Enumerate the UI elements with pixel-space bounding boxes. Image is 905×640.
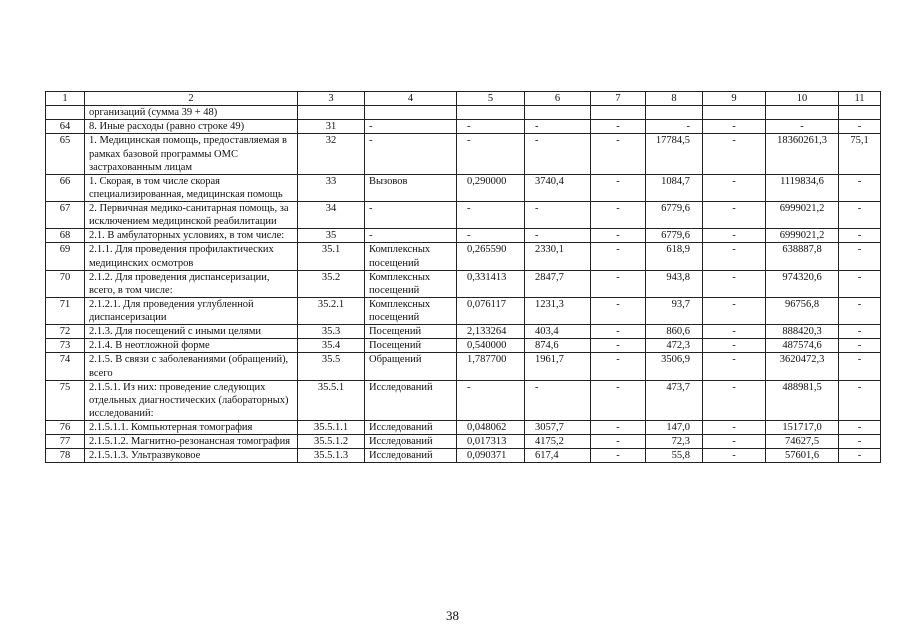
column-header-9: 9: [703, 92, 766, 106]
oms-cost-cell: 472,3: [646, 339, 703, 353]
line-code-cell: 34: [298, 202, 365, 229]
data-table: [45, 91, 881, 463]
cost-norm-cell: 617,4: [525, 449, 591, 463]
volume-norm-cell: 0,331413: [457, 270, 525, 297]
column-header-2: 2: [85, 92, 298, 106]
volume-norm-cell: -: [457, 202, 525, 229]
budget-total-cell: -: [703, 202, 766, 229]
cost-norm-cell: -: [525, 134, 591, 174]
oms-total-cell: 1119834,6: [766, 174, 839, 201]
share-cell: -: [839, 243, 881, 270]
indicator-name-cell: 2.1.5.1. Из них: проведение следующих отдельных диагностических (лабораторных) исследований:: [85, 380, 298, 420]
column-header-8: 8: [646, 92, 703, 106]
budget-cost-cell: -: [591, 134, 646, 174]
cost-norm-cell: 3740,4: [525, 174, 591, 201]
column-header-6: 6: [525, 92, 591, 106]
column-header-4: 4: [365, 92, 457, 106]
budget-cost-cell: [591, 106, 646, 120]
table-row: [46, 174, 881, 201]
column-header-5: 5: [457, 92, 525, 106]
table-row: [46, 339, 881, 353]
indicator-name-cell: организаций (сумма 39 + 48): [85, 106, 298, 120]
table-row: [46, 134, 881, 174]
share-cell: -: [839, 435, 881, 449]
cost-norm-cell: 3057,7: [525, 421, 591, 435]
oms-cost-cell: 860,6: [646, 325, 703, 339]
row-number-cell: 71: [46, 297, 85, 324]
volume-norm-cell: 2,133264: [457, 325, 525, 339]
unit-cell: -: [365, 134, 457, 174]
row-number-cell: 68: [46, 229, 85, 243]
oms-cost-cell: -: [646, 120, 703, 134]
oms-total-cell: 151717,0: [766, 421, 839, 435]
row-number-cell: 72: [46, 325, 85, 339]
indicator-name-cell: 2.1.5.1.3. Ультразвуковое: [85, 449, 298, 463]
budget-cost-cell: -: [591, 435, 646, 449]
oms-total-cell: 18360261,3: [766, 134, 839, 174]
oms-cost-cell: 93,7: [646, 297, 703, 324]
share-cell: -: [839, 120, 881, 134]
oms-total-cell: 6999021,2: [766, 229, 839, 243]
line-code-cell: 35.5.1: [298, 380, 365, 420]
row-number-cell: 67: [46, 202, 85, 229]
oms-cost-cell: 3506,9: [646, 353, 703, 380]
indicator-name-cell: 2. Первичная медико-санитарная помощь, за исключением медицинской реабилитации: [85, 202, 298, 229]
oms-cost-cell: 473,7: [646, 380, 703, 420]
budget-cost-cell: -: [591, 202, 646, 229]
row-number-cell: 75: [46, 380, 85, 420]
column-header-1: 1: [46, 92, 85, 106]
volume-norm-cell: -: [457, 229, 525, 243]
table-row: [46, 380, 881, 420]
table-row: [46, 202, 881, 229]
budget-total-cell: [703, 106, 766, 120]
line-code-cell: 35.5: [298, 353, 365, 380]
indicator-name-cell: 8. Иные расходы (равно строке 49): [85, 120, 298, 134]
indicator-name-cell: 2.1.5. В связи с заболеваниями (обращений), всего: [85, 353, 298, 380]
row-number-cell: 65: [46, 134, 85, 174]
line-code-cell: 31: [298, 120, 365, 134]
line-code-cell: 35.1: [298, 243, 365, 270]
budget-cost-cell: -: [591, 270, 646, 297]
table-row: [46, 120, 881, 134]
indicator-name-cell: 2.1.2. Для проведения диспансеризации, всего, в том числе:: [85, 270, 298, 297]
table-row: [46, 243, 881, 270]
oms-cost-cell: [646, 106, 703, 120]
unit-cell: Обращений: [365, 353, 457, 380]
oms-cost-cell: 72,3: [646, 435, 703, 449]
header-row: [46, 92, 881, 106]
unit-cell: [365, 106, 457, 120]
oms-cost-cell: 618,9: [646, 243, 703, 270]
volume-norm-cell: 0,265590: [457, 243, 525, 270]
volume-norm-cell: 1,787700: [457, 353, 525, 380]
budget-cost-cell: -: [591, 229, 646, 243]
cost-norm-cell: 1961,7: [525, 353, 591, 380]
oms-cost-cell: 1084,7: [646, 174, 703, 201]
cost-norm-cell: 1231,3: [525, 297, 591, 324]
table-row: [46, 421, 881, 435]
oms-total-cell: 487574,6: [766, 339, 839, 353]
budget-cost-cell: -: [591, 353, 646, 380]
budget-total-cell: -: [703, 380, 766, 420]
unit-cell: Комплексных посещений: [365, 270, 457, 297]
budget-cost-cell: -: [591, 243, 646, 270]
budget-cost-cell: -: [591, 120, 646, 134]
share-cell: -: [839, 339, 881, 353]
budget-cost-cell: -: [591, 421, 646, 435]
indicator-name-cell: 2.1.5.1.2. Магнитно-резонансная томография: [85, 435, 298, 449]
unit-cell: Посещений: [365, 339, 457, 353]
cost-norm-cell: 403,4: [525, 325, 591, 339]
unit-cell: -: [365, 229, 457, 243]
table-row: [46, 325, 881, 339]
table-row: [46, 270, 881, 297]
line-code-cell: 35.5.1.2: [298, 435, 365, 449]
line-code-cell: 35.5.1.1: [298, 421, 365, 435]
row-number-cell: 66: [46, 174, 85, 201]
share-cell: -: [839, 297, 881, 324]
oms-total-cell: 638887,8: [766, 243, 839, 270]
cost-norm-cell: 2847,7: [525, 270, 591, 297]
indicator-name-cell: 2.1.1. Для проведения профилактических медицинских осмотров: [85, 243, 298, 270]
budget-total-cell: -: [703, 120, 766, 134]
volume-norm-cell: 0,090371: [457, 449, 525, 463]
cost-norm-cell: 4175,2: [525, 435, 591, 449]
oms-cost-cell: 6779,6: [646, 202, 703, 229]
budget-total-cell: -: [703, 421, 766, 435]
share-cell: -: [839, 353, 881, 380]
share-cell: -: [839, 270, 881, 297]
oms-cost-cell: 147,0: [646, 421, 703, 435]
unit-cell: Исследований: [365, 380, 457, 420]
line-code-cell: 35.2.1: [298, 297, 365, 324]
line-code-cell: 35.2: [298, 270, 365, 297]
volume-norm-cell: 0,076117: [457, 297, 525, 324]
row-number-cell: 64: [46, 120, 85, 134]
cost-norm-cell: -: [525, 229, 591, 243]
budget-cost-cell: -: [591, 449, 646, 463]
indicator-name-cell: 2.1.4. В неотложной форме: [85, 339, 298, 353]
share-cell: [839, 106, 881, 120]
row-number-cell: 74: [46, 353, 85, 380]
budget-cost-cell: -: [591, 174, 646, 201]
cost-norm-cell: -: [525, 120, 591, 134]
oms-total-cell: 96756,8: [766, 297, 839, 324]
volume-norm-cell: 0,048062: [457, 421, 525, 435]
share-cell: -: [839, 449, 881, 463]
oms-total-cell: 74627,5: [766, 435, 839, 449]
table-row: [46, 353, 881, 380]
cost-norm-cell: -: [525, 380, 591, 420]
indicator-name-cell: 1. Скорая, в том числе скорая специализированная, медицинская помощь: [85, 174, 298, 201]
share-cell: -: [839, 380, 881, 420]
table-row: [46, 449, 881, 463]
oms-cost-cell: 17784,5: [646, 134, 703, 174]
budget-total-cell: -: [703, 229, 766, 243]
indicator-name-cell: 2.1. В амбулаторных условиях, в том числе:: [85, 229, 298, 243]
cost-norm-cell: 874,6: [525, 339, 591, 353]
share-cell: 75,1: [839, 134, 881, 174]
budget-total-cell: -: [703, 297, 766, 324]
oms-total-cell: 6999021,2: [766, 202, 839, 229]
table-row: [46, 435, 881, 449]
unit-cell: Исследований: [365, 435, 457, 449]
budget-total-cell: -: [703, 174, 766, 201]
unit-cell: Комплексных посещений: [365, 243, 457, 270]
volume-norm-cell: -: [457, 380, 525, 420]
budget-total-cell: -: [703, 134, 766, 174]
share-cell: -: [839, 174, 881, 201]
budget-total-cell: -: [703, 270, 766, 297]
table-row: [46, 229, 881, 243]
line-code-cell: 35.4: [298, 339, 365, 353]
unit-cell: Комплексных посещений: [365, 297, 457, 324]
line-code-cell: 33: [298, 174, 365, 201]
indicator-name-cell: 2.1.2.1. Для проведения углубленной диспансеризации: [85, 297, 298, 324]
budget-total-cell: -: [703, 325, 766, 339]
budget-total-cell: -: [703, 353, 766, 380]
indicator-name-cell: 2.1.5.1.1. Компьютерная томография: [85, 421, 298, 435]
volume-norm-cell: -: [457, 134, 525, 174]
row-number-cell: 70: [46, 270, 85, 297]
row-number-cell: 76: [46, 421, 85, 435]
oms-total-cell: 488981,5: [766, 380, 839, 420]
budget-total-cell: -: [703, 243, 766, 270]
unit-cell: Посещений: [365, 325, 457, 339]
budget-total-cell: -: [703, 435, 766, 449]
oms-total-cell: 888420,3: [766, 325, 839, 339]
oms-cost-cell: 943,8: [646, 270, 703, 297]
indicator-name-cell: 2.1.3. Для посещений с иными целями: [85, 325, 298, 339]
volume-norm-cell: [457, 106, 525, 120]
column-header-10: 10: [766, 92, 839, 106]
column-header-11: 11: [839, 92, 881, 106]
cost-norm-cell: 2330,1: [525, 243, 591, 270]
budget-cost-cell: -: [591, 339, 646, 353]
row-number-cell: [46, 106, 85, 120]
column-header-7: 7: [591, 92, 646, 106]
budget-total-cell: -: [703, 339, 766, 353]
oms-total-cell: [766, 106, 839, 120]
table-row: [46, 106, 881, 120]
budget-cost-cell: -: [591, 380, 646, 420]
volume-norm-cell: -: [457, 120, 525, 134]
share-cell: -: [839, 229, 881, 243]
volume-norm-cell: 0,290000: [457, 174, 525, 201]
oms-total-cell: 974320,6: [766, 270, 839, 297]
table-row: [46, 297, 881, 324]
budget-total-cell: -: [703, 449, 766, 463]
oms-total-cell: 3620472,3: [766, 353, 839, 380]
volume-norm-cell: 0,017313: [457, 435, 525, 449]
share-cell: -: [839, 202, 881, 229]
share-cell: -: [839, 421, 881, 435]
page-number: 38: [446, 608, 459, 623]
unit-cell: Исследований: [365, 449, 457, 463]
volume-norm-cell: 0,540000: [457, 339, 525, 353]
line-code-cell: 35.5.1.3: [298, 449, 365, 463]
unit-cell: Вызовов: [365, 174, 457, 201]
cost-norm-cell: [525, 106, 591, 120]
cost-norm-cell: -: [525, 202, 591, 229]
oms-cost-cell: 55,8: [646, 449, 703, 463]
row-number-cell: 69: [46, 243, 85, 270]
budget-cost-cell: -: [591, 297, 646, 324]
share-cell: -: [839, 325, 881, 339]
unit-cell: Исследований: [365, 421, 457, 435]
oms-cost-cell: 6779,6: [646, 229, 703, 243]
budget-cost-cell: -: [591, 325, 646, 339]
unit-cell: -: [365, 202, 457, 229]
oms-total-cell: -: [766, 120, 839, 134]
line-code-cell: 35.3: [298, 325, 365, 339]
indicator-name-cell: 1. Медицинская помощь, предоставляемая в рамках базовой программы ОМС застрахованным лицам: [85, 134, 298, 174]
oms-total-cell: 57601,6: [766, 449, 839, 463]
line-code-cell: 35: [298, 229, 365, 243]
unit-cell: -: [365, 120, 457, 134]
line-code-cell: 32: [298, 134, 365, 174]
column-header-3: 3: [298, 92, 365, 106]
row-number-cell: 73: [46, 339, 85, 353]
row-number-cell: 77: [46, 435, 85, 449]
row-number-cell: 78: [46, 449, 85, 463]
line-code-cell: [298, 106, 365, 120]
